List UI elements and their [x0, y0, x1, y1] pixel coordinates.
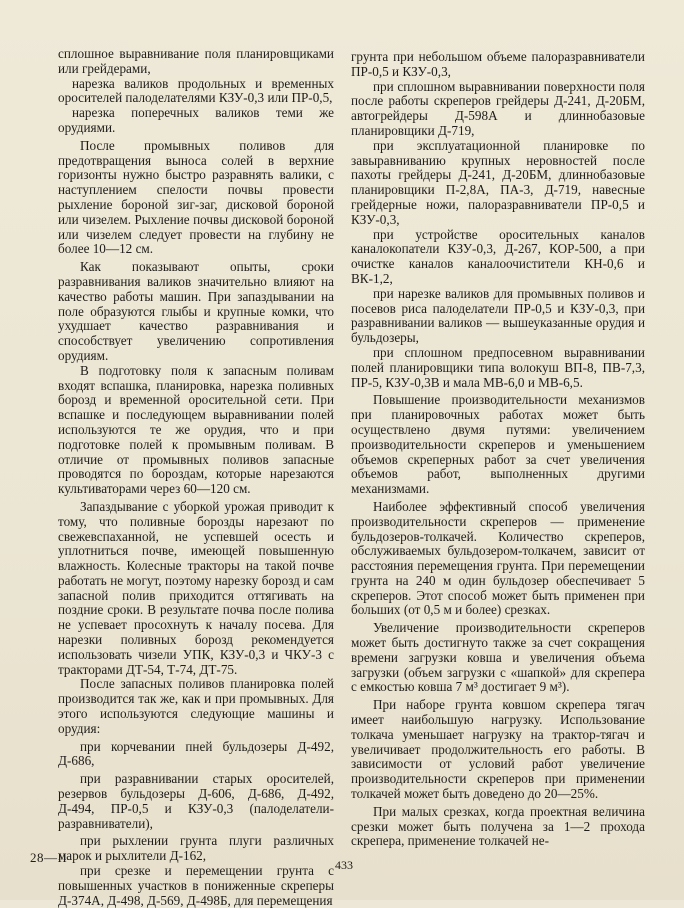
paragraph: сплошное выравнивание поля планировщиками или грейдерами,	[58, 46, 334, 76]
paragraph: При малых срезках, когда проектная величина срезки может быть получена за 1—2 прохода скрепера, применение толкачей не-	[351, 803, 645, 849]
page-number: 433	[335, 858, 353, 872]
right-text-column	[351, 50, 645, 849]
paragraph: при разравнивании старых оросителей, резервов бульдозеры Д-606, Д-686, Д-492, Д-494, ПР-0,5 и КЗУ-0,3 (палоделатели-разравниватели),	[58, 771, 334, 831]
paragraph: Повышение производительности механизмов при планировочных работах может быть осуществлено двумя путями: увеличением производительности скреперов и уменьшением объемов скреперных работ за счет увеличения объемов работ, выполненных другими механизмами.	[351, 392, 645, 497]
paragraph: После запасных поливов планировка полей производится так же, как и при промывных. Для этого используются следующие машины и орудия:	[58, 676, 334, 736]
paragraph: В подготовку поля к запасным поливам входят вспашка, планировка, нарезка поливных борозд и временной оросительной сети. При вспашке и последующем выравнивании полей используются те же орудия, что и при подготовке полей к промывным поливам. В отличие от промывных поливов запасные проводятся по бороздам, которые нарезаются культиваторами через 60—120 см.	[58, 362, 334, 497]
paragraph: при нарезке валиков для промывных поливов и посевов риса палоделатели ПР-0,5 и КЗУ-0,3, при разравнивании валиков — вышеуказанные орудия и бульдозеры,	[351, 285, 645, 346]
paragraph: Запаздывание с уборкой урожая приводит к тому, что поливные борозды нарезают по свежевспаханной, не успевшей осесть и уплотниться почве, имеющей повышенную влажность. Колесные тракторы на такой почве работать не могут, поэтому нарезку борозд и сам запасной полив приходится оттягивать на поздние сроки. В результате почва после полива не успевает просохнуть к началу посева. Для нарезки поливных борозд рекомендуется использовать чизели УПК, КЗУ-0,3 и ЧКУ-3 с тракторами ДТ-54, Т-74, ДТ-75.	[58, 498, 334, 677]
paragraph: при эксплуатационной планировке по завыравниванию крупных неровностей после пахоты грейдеры Д-241, Д-20БМ, длиннобазовые планировщики П-2,8А, ПА-3, Д-719, навесные грейдерные ножи, палоразравниватели ПР-0,5 и КЗУ-0,3,	[351, 137, 645, 227]
paragraph: Увеличение производительности скреперов может быть достигнуто также за счет сокращения времени загрузки ковша и увеличения объема загрузки (объем загрузки с «шапкой» для скрепера с емкостью ковша 7 м³ достигает 9 м³).	[351, 620, 645, 695]
paragraph: Как показывают опыты, сроки разравнивания валиков значительно влияют на качество работы машин. При запаздывании на поле образуются глыбы и крупные комки, что ухудшает качество разравнивания и способствует увеличению сопротивления орудиям.	[58, 259, 334, 363]
paragraph: при сплошном выравнивании поверхности поля после работы скреперов грейдеры Д-241, Д-20БМ, автогрейдеры Д-598А и длиннобазовые планировщики Д-719,	[351, 78, 645, 138]
paragraph: нарезка валиков продольных и временных оросителей палоделателями КЗУ-0,3 или ПР-0,5,	[58, 75, 334, 106]
paragraph: грунта при небольшом объеме палоразравниватели ПР-0,5 и КЗУ-0,3,	[351, 49, 645, 79]
paragraph: при рыхлении грунта плуги различных марок и рыхлители Д-162,	[58, 833, 334, 864]
paragraph: нарезка поперечных валиков теми же орудиями.	[58, 105, 334, 135]
paragraph: при устройстве оросительных каналов каналокопатели КЗУ-0,3, Д-267, КОР-500, а при очистке каналов каналоочистители КН-0,6 и ВК-1,2,	[351, 226, 645, 286]
paragraph: при сплошном предпосевном выравнивании полей планировщики типа волокуш ВП-8, ПВ-7,3, ПР-5, КЗУ-0,3В и мала МВ-6,0 и МВ-6,5.	[351, 344, 645, 390]
printer-signature-mark: 28—II	[30, 850, 68, 865]
paragraph: После промывных поливов для предотвращения выноса солей в верхние горизонты нужно быстро разравнять валики, с наступлением спелости почвы провести рыхление бороной зиг-заг, дисковой бороной или чизелем. Рыхление почвы дисковой бороной или чизелем следует провести на глубину не более 10—12 см.	[58, 137, 334, 257]
paragraph: Наиболее эффективный способ увеличения производительности скреперов — применение бульдозеров-толкачей. Количество скреперов, обслуживаемых бульдозером-толкачем, зависит от расстояния перемещения грунта. При перемещении грунта на 240 м один бульдозер обеспечивает 5 скреперов. Этот способ может быть применен при больших (от 0,5 м и более) срезках.	[351, 498, 645, 618]
paragraph: при срезке и перемещении грунта с повышенных участков в пониженные скреперы Д-374А, Д-498, Д-569, Д-498Б, для перемещения	[58, 863, 334, 908]
left-text-column	[58, 47, 334, 908]
paragraph: при корчевании пней бульдозеры Д-492, Д-686,	[58, 738, 334, 769]
paragraph: При наборе грунта ковшом скрепера тягач имеет наибольшую нагрузку. Использование толкача уменьшает нагрузку на трактор-тягач и увеличивает продолжительность его работы. В зависимости от условий работ увеличение производительности скреперов при применении толкачей может быть доведено до 20—25%.	[351, 697, 645, 802]
